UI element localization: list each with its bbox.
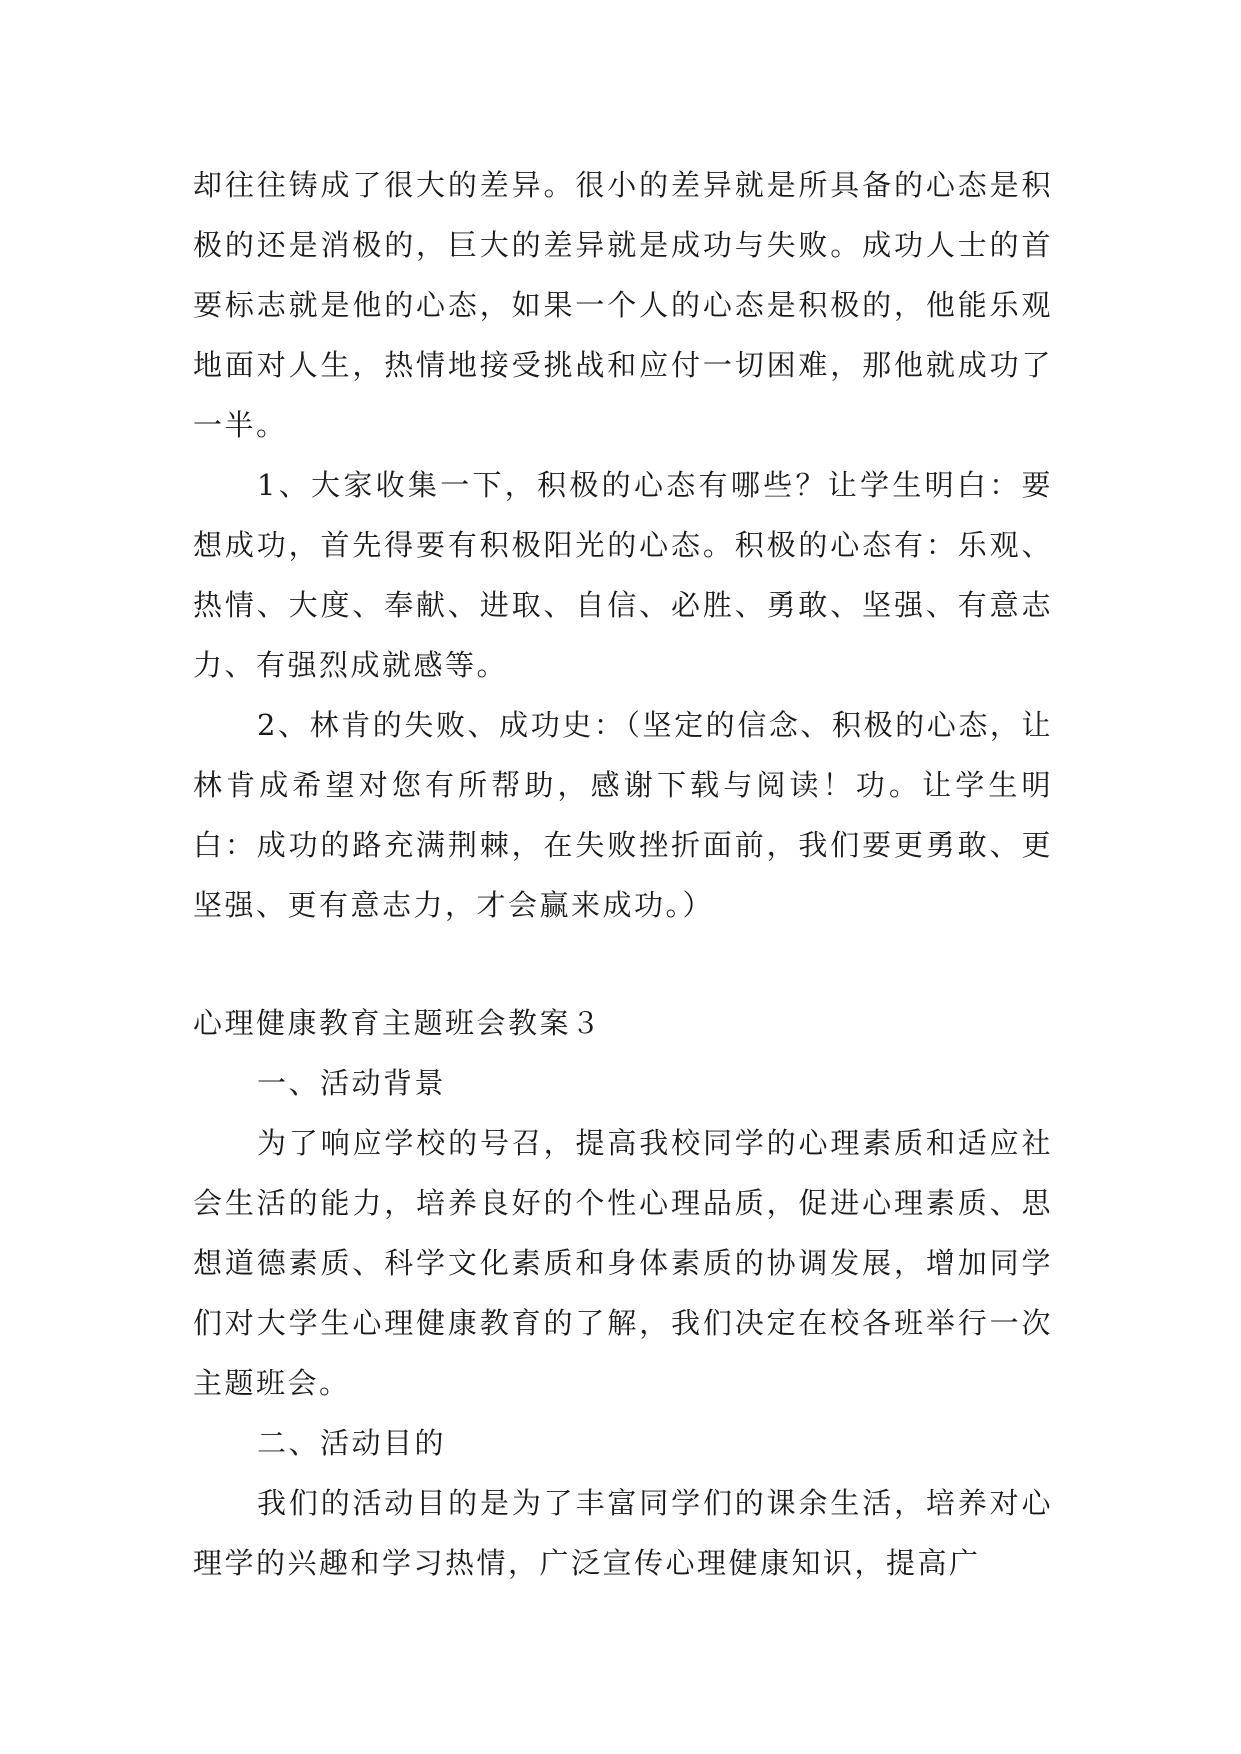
- subheading-activity-background: 一、活动背景: [257, 1066, 447, 1100]
- paragraph-positive-mindset: 1、大家收集一下，积极的心态有哪些？让学生明白：要想成功，首先得要有积极阳光的心态。积极的心态有：乐观、热情、大度、奉献、进取、自信、必胜、勇敢、坚强、有意志力、有强烈成就感等。: [193, 468, 1053, 682]
- paragraph-lincoln-story: 2、林肯的失败、成功史：（坚定的信念、积极的心态，让林肯成希望对您有所帮助，感谢下载与阅读！功。让学生明白：成功的路充满荆棘，在失败挫折面前，我们要更勇敢、更坚强、更有意志力，才会赢来成功。）: [193, 708, 1053, 922]
- paragraph-activity-purpose: 我们的活动目的是为了丰富同学们的课余生活，培养对心理学的兴趣和学习热情，广泛宣传心理健康知识，提高广: [193, 1486, 1053, 1580]
- document-body: [193, 155, 1053, 1593]
- paragraph-intro-continuation: 却往往铸成了很大的差异。很小的差异就是所具备的心态是积极的还是消极的，巨大的差异就是成功与失败。成功人士的首要标志就是他的心态，如果一个人的心态是积极的，他能乐观地面对人生，热情地接受挑战和应付一切困难，那他就成功了一半。: [193, 168, 1053, 442]
- paragraph-activity-background: 为了响应学校的号召，提高我校同学的心理素质和适应社会生活的能力，培养良好的个性心理品质，促进心理素质、思想道德素质、科学文化素质和身体素质的协调发展，增加同学们对大学生心理健康教育的了解，我们决定在校各班举行一次主题班会。: [193, 1126, 1053, 1400]
- section-heading: 心理健康教育主题班会教案３: [193, 1006, 603, 1040]
- subheading-activity-purpose: 二、活动目的: [257, 1426, 447, 1460]
